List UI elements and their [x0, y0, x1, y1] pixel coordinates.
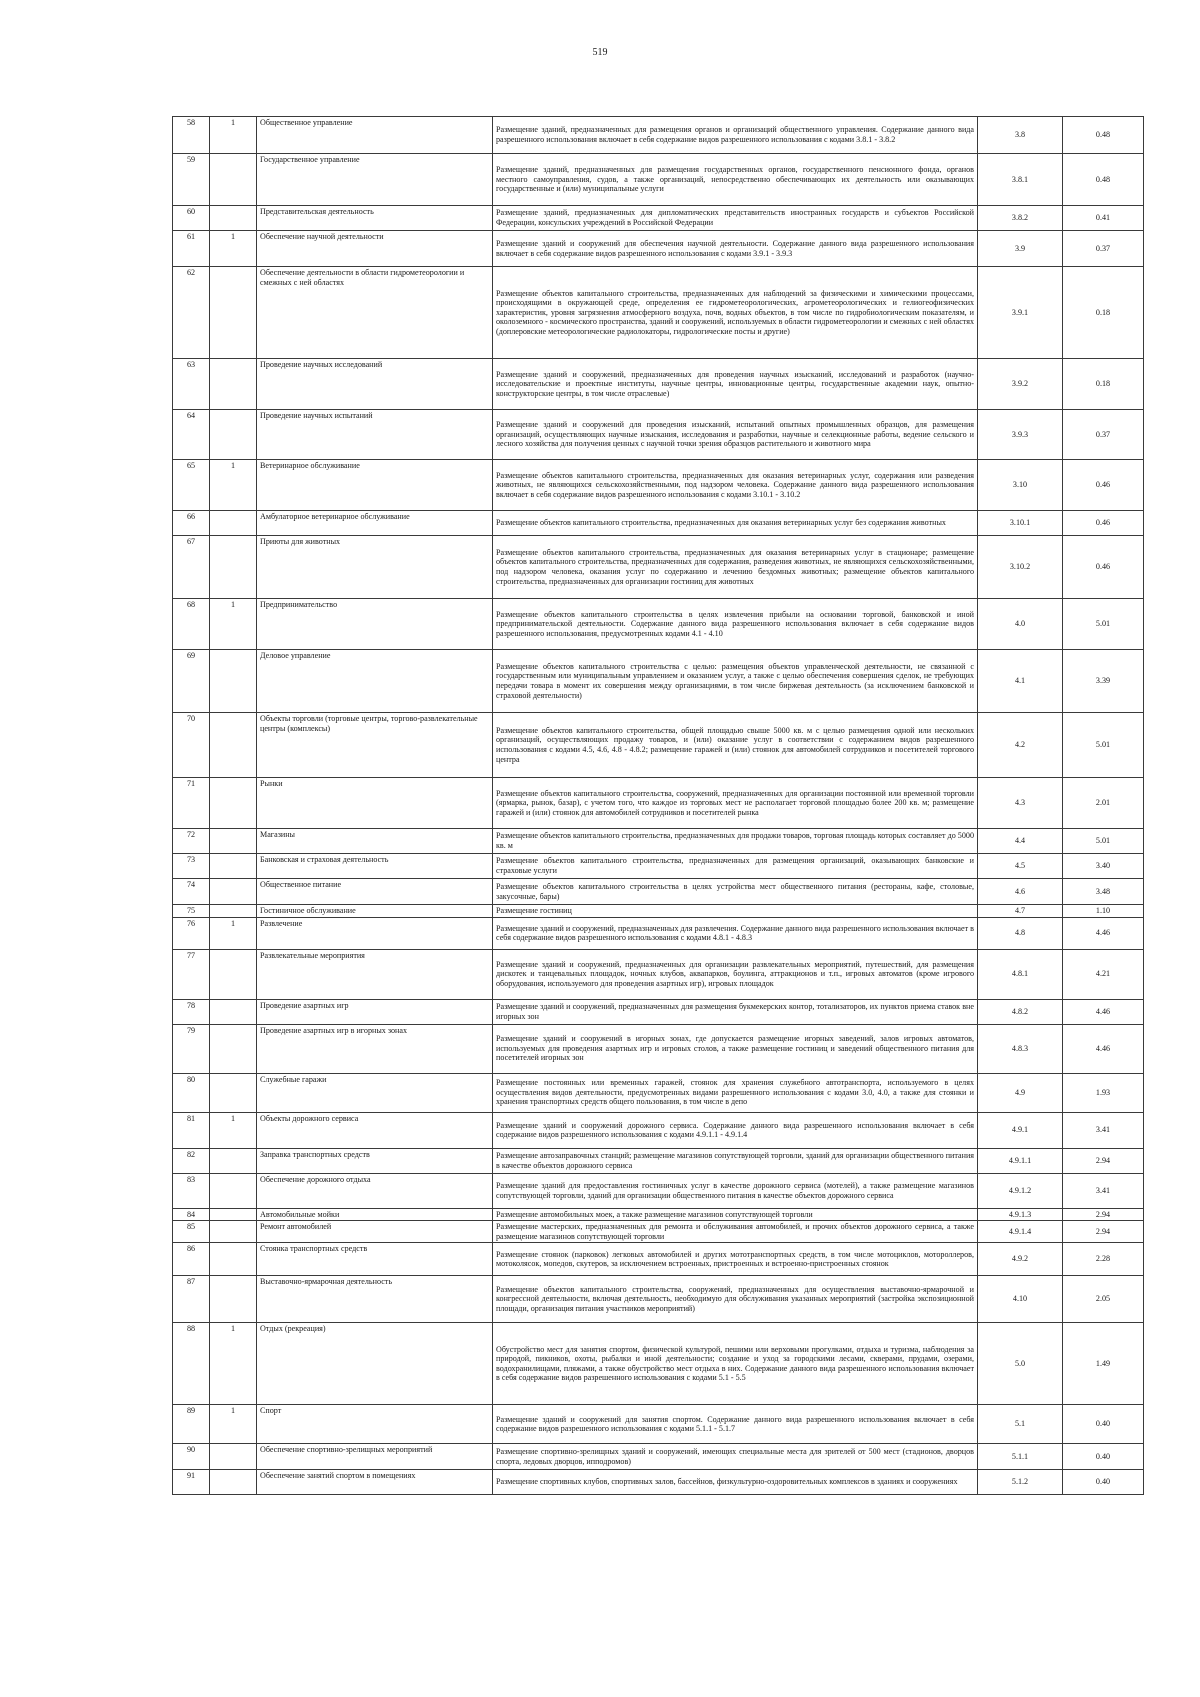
use-coefficient: 2.01 [1063, 778, 1144, 829]
table-row [173, 511, 1144, 536]
row-number: 88 [173, 1323, 210, 1405]
use-name: Объекты дорожного сервиса [257, 1112, 493, 1148]
use-name: Заправка транспортных средств [257, 1148, 493, 1173]
use-code: 4.3 [978, 778, 1063, 829]
table-row [173, 536, 1144, 599]
table-row [173, 650, 1144, 713]
use-code: 3.10.1 [978, 511, 1063, 536]
use-description: Размещение гостиниц [493, 905, 978, 918]
use-code: 4.2 [978, 713, 1063, 778]
use-coefficient: 0.37 [1063, 410, 1144, 460]
use-name: Амбулаторное ветеринарное обслуживание [257, 511, 493, 536]
use-name: Стоянка транспортных средств [257, 1243, 493, 1276]
table-body [173, 117, 1144, 1495]
table-row [173, 460, 1144, 511]
row-number: 91 [173, 1470, 210, 1495]
row-number: 82 [173, 1148, 210, 1173]
use-coefficient: 1.49 [1063, 1323, 1144, 1405]
use-description: Размещение зданий и сооружений для проведения изысканий, испытаний опытных промышленных образцов, для размещения организаций, осуществляющих научные изыскания, исследования и разработки, научные и селекционные работы, ведение сельского и лесного хозяйства для получения ценных с научной точки зрения образцов растительного и животного мира [493, 410, 978, 460]
row-number: 89 [173, 1405, 210, 1444]
table-row [173, 599, 1144, 650]
use-coefficient: 0.40 [1063, 1444, 1144, 1470]
use-name: Проведение научных исследований [257, 359, 493, 410]
row-number: 67 [173, 536, 210, 599]
use-name: Отдых (рекреация) [257, 1323, 493, 1405]
use-code: 3.9 [978, 231, 1063, 267]
table-row [173, 1444, 1144, 1470]
use-coefficient: 4.46 [1063, 999, 1144, 1024]
use-coefficient: 0.46 [1063, 511, 1144, 536]
use-code: 4.7 [978, 905, 1063, 918]
use-code: 4.6 [978, 879, 1063, 905]
use-description: Размещение зданий и сооружений, предназначенных для развлечения. Содержание данного вида разрешенного использования включает в себя содержание видов разрешенного использования с кодами 4.8.1 - 4.8.3 [493, 917, 978, 949]
row-level [210, 1276, 257, 1323]
use-coefficient: 2.94 [1063, 1208, 1144, 1221]
row-level [210, 829, 257, 854]
use-name: Рынки [257, 778, 493, 829]
row-number: 68 [173, 599, 210, 650]
use-description: Размещение спортивных клубов, спортивных залов, бассейнов, физкультурно-оздоровительных комплексов в зданиях и сооружениях [493, 1470, 978, 1495]
use-code: 4.0 [978, 599, 1063, 650]
use-code: 4.8.1 [978, 949, 1063, 999]
row-number: 84 [173, 1208, 210, 1221]
use-description: Размещение зданий, предназначенных для размещения органов и организаций общественного управления. Содержание данного вида разрешенного использования включает в себя содержание видов разрешенного использования с кодами 3.8.1 - 3.8.2 [493, 117, 978, 154]
use-coefficient: 0.41 [1063, 206, 1144, 231]
use-description: Размещение зданий для предоставления гостиничных услуг в качестве дорожного сервиса (мотелей), а также размещение магазинов сопутствующей торговли, зданий для организации общественного питания в качестве объектов дорожного сервиса [493, 1173, 978, 1208]
use-code: 4.9.1.3 [978, 1208, 1063, 1221]
use-code: 3.9.2 [978, 359, 1063, 410]
table-row [173, 359, 1144, 410]
use-code: 5.1.2 [978, 1470, 1063, 1495]
table-row [173, 1024, 1144, 1073]
use-coefficient: 0.18 [1063, 267, 1144, 359]
row-level [210, 949, 257, 999]
row-level [210, 206, 257, 231]
table-row [173, 1148, 1144, 1173]
table-row [173, 1221, 1144, 1243]
use-name: Обеспечение занятий спортом в помещениях [257, 1470, 493, 1495]
row-number: 78 [173, 999, 210, 1024]
use-description: Размещение объектов капитального строительства, предназначенных для продажи товаров, торговая площадь которых составляет до 5000 кв. м [493, 829, 978, 854]
table-row [173, 854, 1144, 879]
row-number: 81 [173, 1112, 210, 1148]
row-level [210, 511, 257, 536]
row-number: 60 [173, 206, 210, 231]
use-name: Обеспечение спортивно-зрелищных мероприятий [257, 1444, 493, 1470]
use-code: 4.9.2 [978, 1243, 1063, 1276]
use-description: Размещение зданий и сооружений в игорных зонах, где допускается размещение игорных заведений, залов игровых автоматов, используемых для проведения азартных игр и игровых столов, а также размещение гостиниц и заведений общественного питания для посетителей игорных зон [493, 1024, 978, 1073]
row-number: 75 [173, 905, 210, 918]
use-code: 3.8.2 [978, 206, 1063, 231]
row-number: 76 [173, 917, 210, 949]
use-coefficient: 2.28 [1063, 1243, 1144, 1276]
use-coefficient: 0.48 [1063, 154, 1144, 206]
row-number: 71 [173, 778, 210, 829]
row-level: 1 [210, 917, 257, 949]
row-number: 80 [173, 1073, 210, 1112]
row-number: 63 [173, 359, 210, 410]
use-coefficient: 3.48 [1063, 879, 1144, 905]
row-number: 74 [173, 879, 210, 905]
row-level [210, 410, 257, 460]
use-description: Размещение автомобильных моек, а также размещение магазинов сопутствующей торговли [493, 1208, 978, 1221]
row-number: 61 [173, 231, 210, 267]
use-name: Банковская и страховая деятельность [257, 854, 493, 879]
table-row [173, 829, 1144, 854]
row-number: 64 [173, 410, 210, 460]
row-level [210, 1208, 257, 1221]
row-level [210, 1243, 257, 1276]
row-level [210, 854, 257, 879]
table-row [173, 917, 1144, 949]
use-name: Обеспечение деятельности в области гидрометеорологии и смежных с ней областях [257, 267, 493, 359]
row-level [210, 778, 257, 829]
row-number: 83 [173, 1173, 210, 1208]
row-level: 1 [210, 1323, 257, 1405]
row-number: 85 [173, 1221, 210, 1243]
row-number: 86 [173, 1243, 210, 1276]
use-coefficient: 0.48 [1063, 117, 1144, 154]
table-row [173, 267, 1144, 359]
row-level: 1 [210, 231, 257, 267]
table-row [173, 713, 1144, 778]
use-coefficient: 3.41 [1063, 1173, 1144, 1208]
use-name: Ремонт автомобилей [257, 1221, 493, 1243]
use-code: 4.9 [978, 1073, 1063, 1112]
use-name: Общественное управление [257, 117, 493, 154]
row-level [210, 999, 257, 1024]
land-use-table [172, 116, 1144, 1495]
use-description: Размещение мастерских, предназначенных для ремонта и обслуживания автомобилей, и прочих объектов дорожного сервиса, а также размещение магазинов сопутствующей торговли [493, 1221, 978, 1243]
use-description: Размещение зданий и сооружений, предназначенных для проведения научных изысканий, исследований и разработок (научно-исследовательские и проектные институты, научные центры, инновационные центры, государственные академии наук, опытно-конструкторские центры, в том числе отраслевые) [493, 359, 978, 410]
use-code: 3.8.1 [978, 154, 1063, 206]
use-coefficient: 3.41 [1063, 1112, 1144, 1148]
row-level: 1 [210, 117, 257, 154]
use-code: 4.9.1 [978, 1112, 1063, 1148]
use-description: Размещение объектов капитального строительства, предназначенных для оказания ветеринарных услуг, содержания или разведения животных, не являющихся сельскохозяйственными, под надзором человека. Содержание данного вида разрешенного использования включает в себя содержание видов разрешенного использования с кодами 3.10.1 - 3.10.2 [493, 460, 978, 511]
use-description: Размещение постоянных или временных гаражей, стоянок для хранения служебного автотранспорта, используемого в целях осуществления видов деятельности, предусмотренных видами разрешенного использования с кодами 3.0, 4.0, а также для стоянки и хранения транспортных средств общего пользования, в том числе в депо [493, 1073, 978, 1112]
use-code: 4.5 [978, 854, 1063, 879]
table-row [173, 410, 1144, 460]
row-number: 87 [173, 1276, 210, 1323]
table-row [173, 879, 1144, 905]
use-description: Размещение объектов капитального строительства, предназначенных для наблюдений за физическими и химическими процессами, происходящими в окружающей среде, определения ее гидрометеорологических, агрометеорологических и гелиогеофизических характеристик, уровня загрязнения атмосферного воздуха, почв, водных объектов, в том числе по гидробиологическим показателям, и околоземного - космического пространства, зданий и сооружений, используемых в области гидрометеорологии и смежных с ней областях (доплеровские метеорологические радиолокаторы, гидрологические посты и другие) [493, 267, 978, 359]
table-row [173, 206, 1144, 231]
use-coefficient: 5.01 [1063, 829, 1144, 854]
table-row [173, 117, 1144, 154]
use-code: 4.8 [978, 917, 1063, 949]
use-name: Развлекательные мероприятия [257, 949, 493, 999]
use-coefficient: 0.37 [1063, 231, 1144, 267]
use-code: 3.10 [978, 460, 1063, 511]
page-number: 519 [592, 47, 608, 58]
table-row [173, 1243, 1144, 1276]
row-number: 79 [173, 1024, 210, 1073]
use-description: Размещение зданий и сооружений для обеспечения научной деятельности. Содержание данного вида разрешенного использования включает в себя содержание видов разрешенного использования с кодами 3.9.1 - 3.9.3 [493, 231, 978, 267]
use-coefficient: 0.46 [1063, 536, 1144, 599]
row-level [210, 536, 257, 599]
use-name: Ветеринарное обслуживание [257, 460, 493, 511]
table-row [173, 1208, 1144, 1221]
row-level [210, 879, 257, 905]
use-name: Представительская деятельность [257, 206, 493, 231]
row-number: 70 [173, 713, 210, 778]
use-coefficient: 2.05 [1063, 1276, 1144, 1323]
table-row [173, 905, 1144, 918]
use-coefficient: 0.46 [1063, 460, 1144, 511]
row-level [210, 1470, 257, 1495]
use-code: 4.9.1.1 [978, 1148, 1063, 1173]
row-number: 66 [173, 511, 210, 536]
use-code: 5.1 [978, 1405, 1063, 1444]
row-level [210, 650, 257, 713]
use-name: Обеспечение научной деятельности [257, 231, 493, 267]
use-code: 3.8 [978, 117, 1063, 154]
row-level [210, 267, 257, 359]
use-code: 3.9.3 [978, 410, 1063, 460]
table-row [173, 154, 1144, 206]
use-name: Общественное питание [257, 879, 493, 905]
table-row [173, 949, 1144, 999]
row-number: 73 [173, 854, 210, 879]
use-description: Размещение объектов капитального строительства в целях устройства мест общественного питания (рестораны, кафе, столовые, закусочные, бары) [493, 879, 978, 905]
use-description: Размещение объектов капитального строительства, предназначенных для размещения организаций, оказывающих банковские и страховые услуги [493, 854, 978, 879]
row-number: 90 [173, 1444, 210, 1470]
table-row [173, 1112, 1144, 1148]
use-code: 4.4 [978, 829, 1063, 854]
use-code: 4.1 [978, 650, 1063, 713]
row-level [210, 154, 257, 206]
use-name: Служебные гаражи [257, 1073, 493, 1112]
use-description: Размещение объектов капитального строительства в целях извлечения прибыли на основании торговой, банковской и иной предпринимательской деятельности. Содержание данного вида разрешенного использования включает в себя содержание видов разрешенного использования, предусмотренных кодами 4.1 - 4.10 [493, 599, 978, 650]
use-coefficient: 1.93 [1063, 1073, 1144, 1112]
table-row [173, 1405, 1144, 1444]
row-level [210, 1444, 257, 1470]
row-level [210, 1148, 257, 1173]
table-row [173, 999, 1144, 1024]
use-name: Развлечение [257, 917, 493, 949]
row-level [210, 359, 257, 410]
row-number: 65 [173, 460, 210, 511]
use-description: Размещение зданий и сооружений, предназначенных для размещения букмекерских контор, тотализаторов, их пунктов приема ставок вне игорных зон [493, 999, 978, 1024]
row-level [210, 1024, 257, 1073]
use-name: Предпринимательство [257, 599, 493, 650]
use-coefficient: 0.18 [1063, 359, 1144, 410]
use-name: Деловое управление [257, 650, 493, 713]
use-description: Размещение объектов капитального строительства, предназначенных для оказания ветеринарных услуг без содержания животных [493, 511, 978, 536]
row-level: 1 [210, 460, 257, 511]
row-level: 1 [210, 1112, 257, 1148]
use-code: 5.0 [978, 1323, 1063, 1405]
use-description: Размещение стоянок (парковок) легковых автомобилей и других мототранспортных средств, в том числе мотоциклов, мотороллеров, мотоколясок, мопедов, скутеров, за исключением встроенных, пристроенных и встроенно-пристроенных стоянок [493, 1243, 978, 1276]
row-level [210, 1173, 257, 1208]
use-description: Размещение объектов капитального строительства, сооружений, предназначенных для организации постоянной или временной торговли (ярмарка, рынок, базар), с учетом того, что каждое из торговых мест не располагает торговой площадью более 200 кв. м; размещение гаражей и (или) стоянок для автомобилей сотрудников и посетителей рынка [493, 778, 978, 829]
row-level [210, 905, 257, 918]
row-level [210, 1221, 257, 1243]
use-name: Выставочно-ярмарочная деятельность [257, 1276, 493, 1323]
row-level: 1 [210, 599, 257, 650]
use-name: Автомобильные мойки [257, 1208, 493, 1221]
use-coefficient: 0.40 [1063, 1470, 1144, 1495]
row-number: 59 [173, 154, 210, 206]
use-code: 4.8.2 [978, 999, 1063, 1024]
use-code: 3.9.1 [978, 267, 1063, 359]
use-description: Размещение спортивно-зрелищных зданий и сооружений, имеющих специальные места для зрителей от 500 мест (стадионов, дворцов спорта, ледовых дворцов, ипподромов) [493, 1444, 978, 1470]
use-coefficient: 3.40 [1063, 854, 1144, 879]
use-description: Размещение зданий и сооружений дорожного сервиса. Содержание данного вида разрешенного использования включает в себя содержание видов разрешенного использования с кодами 4.9.1.1 - 4.9.1.4 [493, 1112, 978, 1148]
use-name: Спорт [257, 1405, 493, 1444]
use-description: Размещение зданий и сооружений, предназначенных для организации развлекательных мероприятий, путешествий, для размещения дискотек и танцевальных площадок, ночных клубов, аквапарков, боулинга, аттракционов и т.п., игровых автоматов (кроме игрового оборудования, используемого для проведения азартных игр), игровых площадок [493, 949, 978, 999]
use-code: 4.8.3 [978, 1024, 1063, 1073]
use-name: Приюты для животных [257, 536, 493, 599]
use-name: Проведение азартных игр в игорных зонах [257, 1024, 493, 1073]
table-row [173, 231, 1144, 267]
use-name: Проведение азартных игр [257, 999, 493, 1024]
use-description: Размещение автозаправочных станций; размещение магазинов сопутствующей торговли, зданий для организации общественного питания в качестве объектов дорожного сервиса [493, 1148, 978, 1173]
use-description: Размещение объектов капитального строительства с целью: размещения объектов управленческой деятельности, не связанной с государственным или муниципальным управлением и оказанием услуг, а также с целью обеспечения совершения сделок, не требующих передачи товара в момент их совершения между организациями, в том числе биржевая деятельность (за исключением банковской и страховой деятельности) [493, 650, 978, 713]
use-coefficient: 4.46 [1063, 917, 1144, 949]
row-level [210, 713, 257, 778]
use-coefficient: 2.94 [1063, 1148, 1144, 1173]
use-description: Размещение зданий, предназначенных для дипломатических представительств иностранных государств и субъектов Российской Федерации, консульских учреждений в Российской Федерации [493, 206, 978, 231]
use-name: Проведение научных испытаний [257, 410, 493, 460]
use-code: 5.1.1 [978, 1444, 1063, 1470]
use-description: Размещение зданий, предназначенных для размещения государственных органов, государственного пенсионного фонда, органов местного самоуправления, судов, а также организаций, непосредственно обеспечивающих их деятельность или оказывающих государственные и (или) муниципальные услуги [493, 154, 978, 206]
use-code: 4.10 [978, 1276, 1063, 1323]
use-description: Размещение объектов капитального строительства, общей площадью свыше 5000 кв. м с целью размещения одной или нескольких организаций, осуществляющих продажу товаров, и (или) оказание услуг в соответствии с содержанием видов разрешенного использования с кодами 4.5, 4.6, 4.8 - 4.8.2; размещение гаражей и (или) стоянок для автомобилей сотрудников и посетителей торгового центра [493, 713, 978, 778]
use-description: Размещение зданий и сооружений для занятия спортом. Содержание данного вида разрешенного использования включает в себя содержание видов разрешенного использования с кодами 5.1.1 - 5.1.7 [493, 1405, 978, 1444]
use-name: Государственное управление [257, 154, 493, 206]
use-code: 4.9.1.2 [978, 1173, 1063, 1208]
row-level [210, 1073, 257, 1112]
use-coefficient: 5.01 [1063, 599, 1144, 650]
use-description: Обустройство мест для занятия спортом, физической культурой, пешими или верховыми прогулками, отдыха и туризма, наблюдения за природой, пикников, охоты, рыбалки и иной деятельности; создание и уход за городскими лесами, скверами, прудами, озерами, водохранилищами, пляжами, а также обустройство мест отдыха в них. Содержание данного вида разрешенного использования включает в себя содержание видов разрешенного использования с кодами 5.1 - 5.5 [493, 1323, 978, 1405]
row-number: 69 [173, 650, 210, 713]
row-number: 58 [173, 117, 210, 154]
use-coefficient: 0.40 [1063, 1405, 1144, 1444]
row-number: 62 [173, 267, 210, 359]
use-description: Размещение объектов капитального строительства, сооружений, предназначенных для осуществления выставочно-ярмарочной и конгрессной деятельности, включая деятельность, необходимую для обслуживания указанных мероприятий (застройка экспозиционной площади, организация питания участников мероприятий) [493, 1276, 978, 1323]
use-coefficient: 5.01 [1063, 713, 1144, 778]
use-name: Объекты торговли (торговые центры, торгово-развлекательные центры (комплексы) [257, 713, 493, 778]
use-coefficient: 2.94 [1063, 1221, 1144, 1243]
row-number: 72 [173, 829, 210, 854]
use-code: 4.9.1.4 [978, 1221, 1063, 1243]
table-row [173, 1276, 1144, 1323]
use-name: Магазины [257, 829, 493, 854]
use-coefficient: 4.21 [1063, 949, 1144, 999]
table-row [173, 778, 1144, 829]
row-number: 77 [173, 949, 210, 999]
use-name: Гостиничное обслуживание [257, 905, 493, 918]
table-row [173, 1470, 1144, 1495]
table-row [173, 1073, 1144, 1112]
table-row [173, 1173, 1144, 1208]
use-name: Обеспечение дорожного отдыха [257, 1173, 493, 1208]
use-coefficient: 1.10 [1063, 905, 1144, 918]
use-code: 3.10.2 [978, 536, 1063, 599]
use-description: Размещение объектов капитального строительства, предназначенных для оказания ветеринарных услуг в стационаре; размещение объектов капитального строительства, предназначенных для содержания, разведения животных, не являющихся сельскохозяйственными, под надзором человека, оказания услуг по содержанию и лечению бездомных животных; размещение объектов капитального строительства, предназначенных для организации гостиниц для животных [493, 536, 978, 599]
use-coefficient: 3.39 [1063, 650, 1144, 713]
use-coefficient: 4.46 [1063, 1024, 1144, 1073]
table-row [173, 1323, 1144, 1405]
row-level: 1 [210, 1405, 257, 1444]
